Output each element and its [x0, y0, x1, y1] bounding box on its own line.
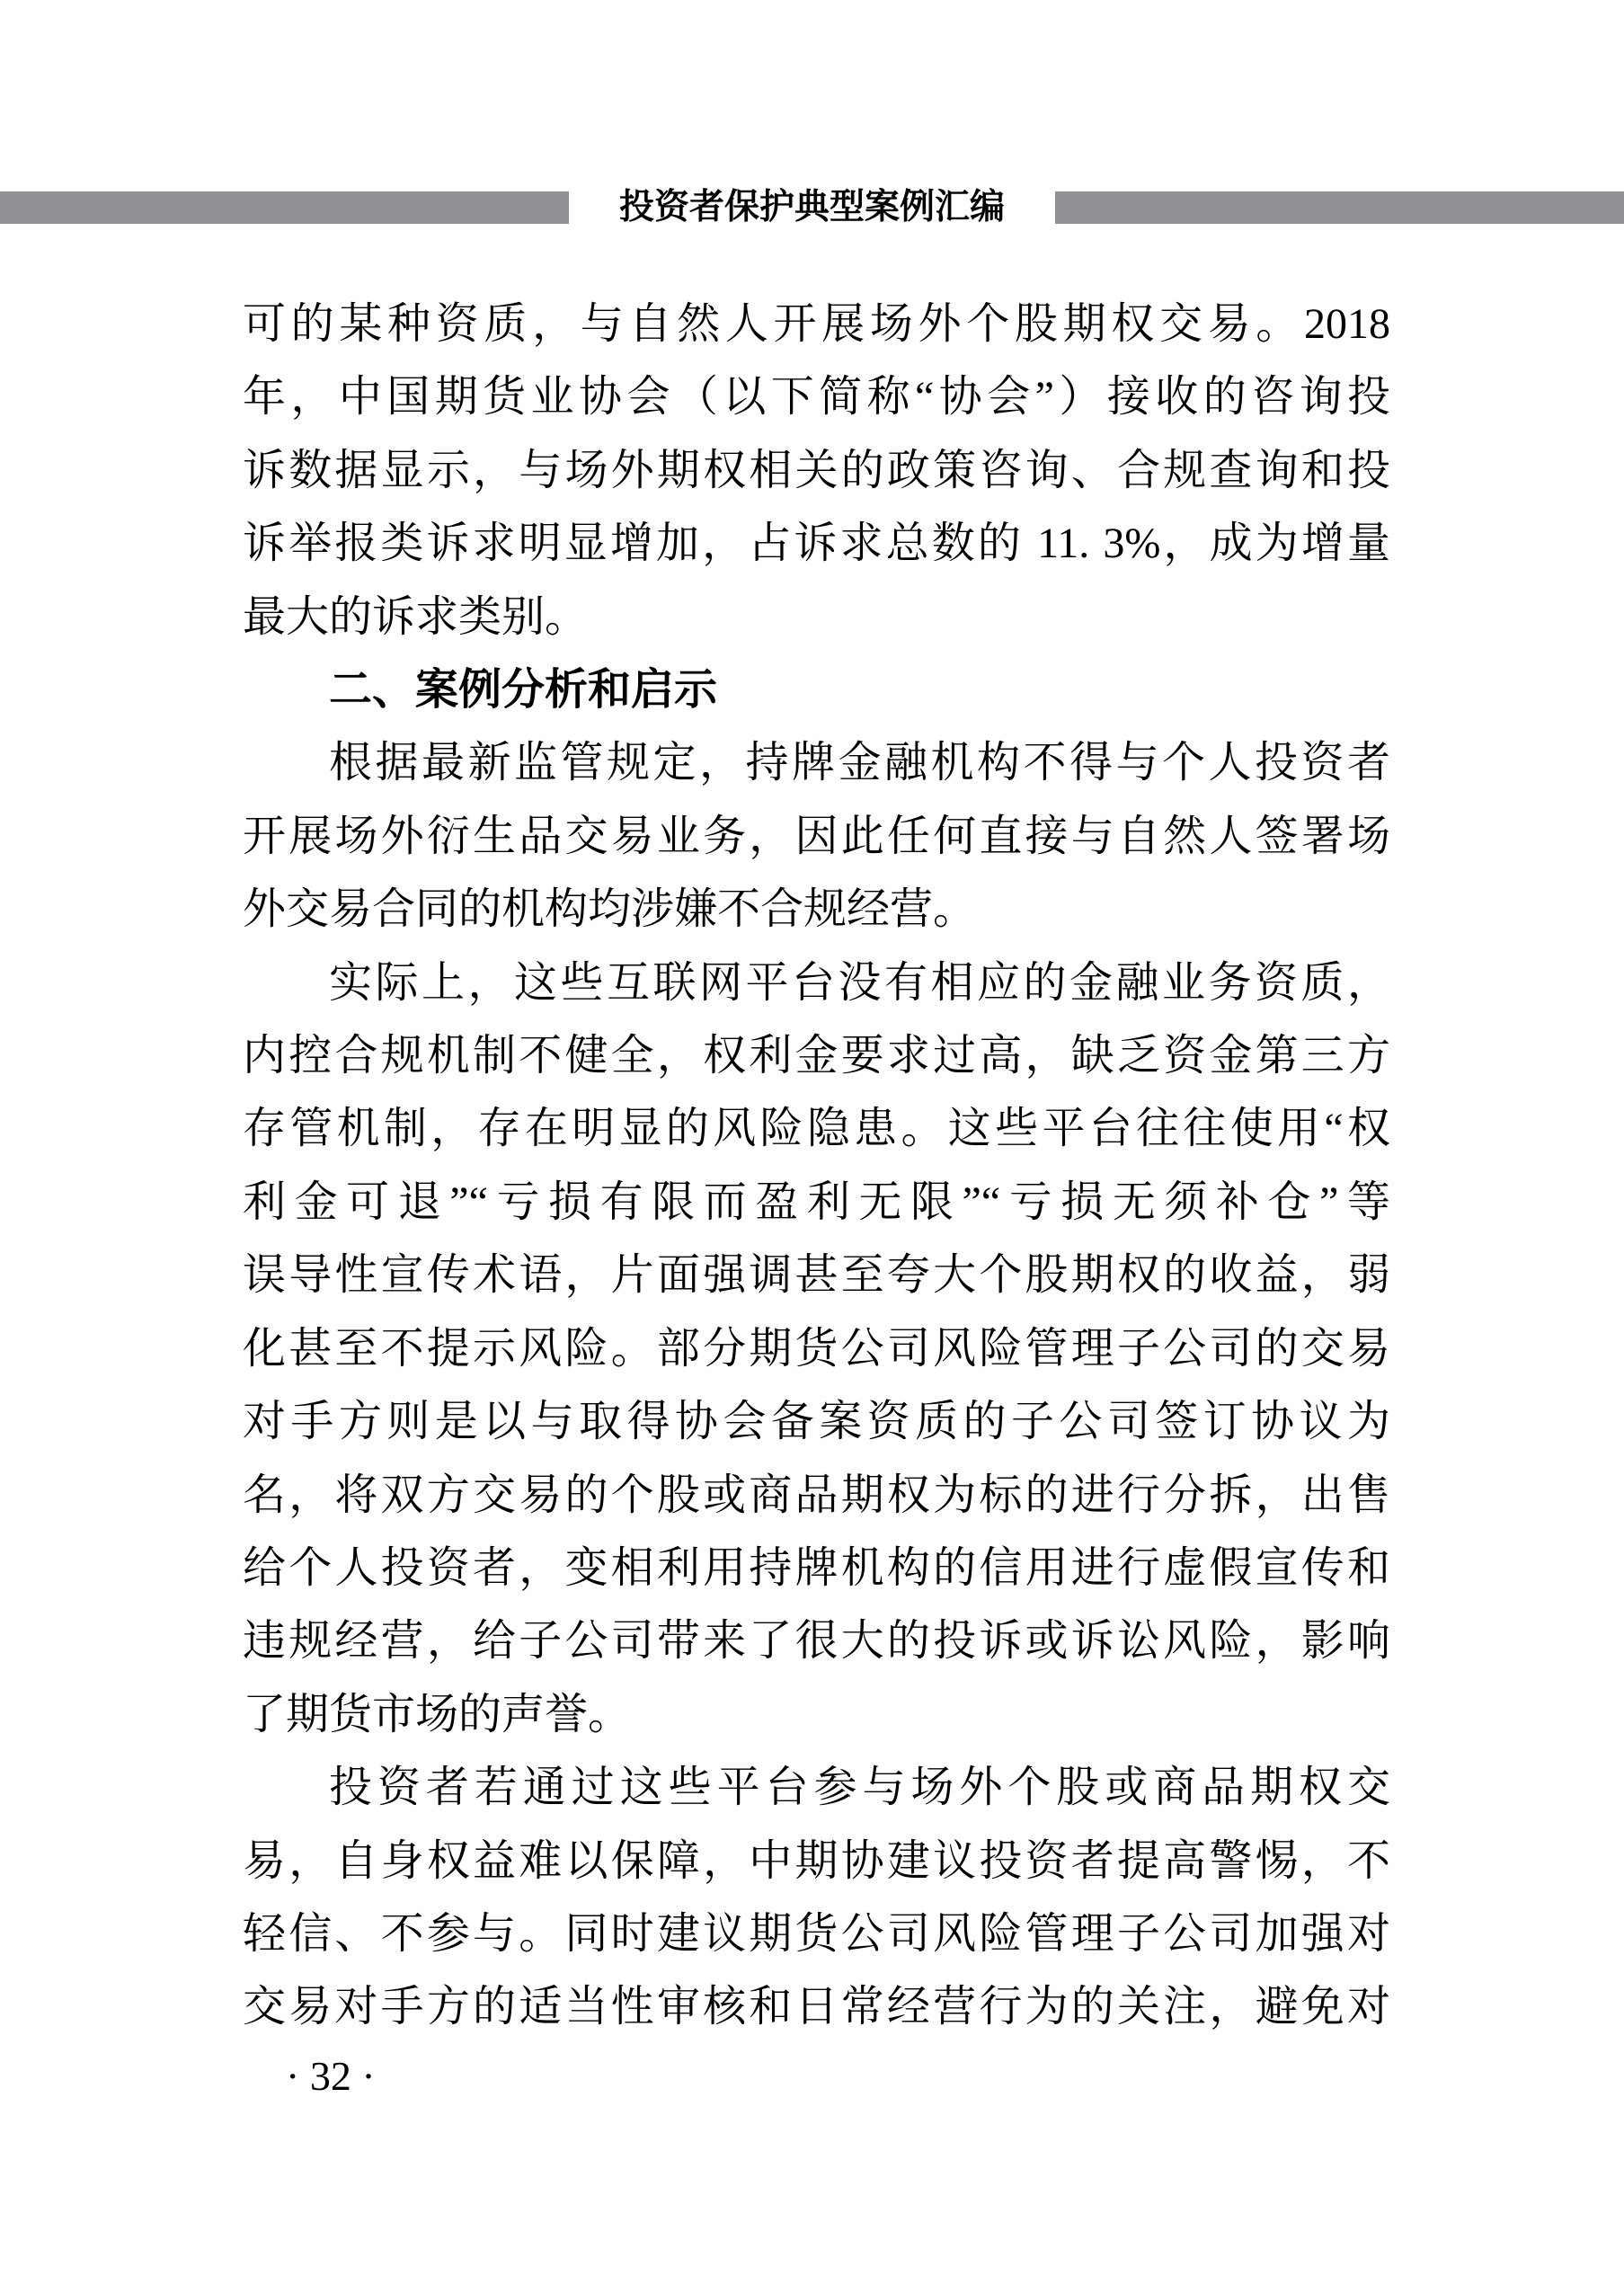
- text-line: 可的某种资质，与自然人开展场外个股期权交易。2018: [243, 300, 1390, 348]
- running-header: [0, 188, 1624, 227]
- text-line: 了期货市场的声誉。: [243, 1690, 632, 1738]
- text-line: 根据最新监管规定，持牌金融机构不得与个人投资者: [329, 739, 1390, 787]
- text-line: 内控合规机制不健全，权利金要求过高，缺乏资金第三方: [243, 1032, 1390, 1080]
- text-line: 化甚至不提示风险。部分期货公司风险管理子公司的交易: [243, 1324, 1390, 1373]
- text-line: 易，自身权益难以保障，中期协建议投资者提高警惕，不: [243, 1836, 1390, 1885]
- header-bar-left: [0, 191, 569, 224]
- text-line: 诉举报类诉求明显增加，占诉求总数的 11. 3%，成为增量: [243, 520, 1390, 568]
- text-line: 投资者若通过这些平台参与场外个股或商品期权交: [329, 1764, 1390, 1812]
- text-line: 外交易合同的机构均涉嫌不合规经营。: [243, 885, 977, 934]
- text-line: 实际上，这些互联网平台没有相应的金融业务资质，: [329, 958, 1390, 1007]
- text-line: 诉数据显示，与场外期权相关的政策咨询、合规查询和投: [243, 446, 1390, 494]
- text-line: 最大的诉求类别。: [243, 592, 589, 641]
- text-line: 违规经营，给子公司带来了很大的投诉或诉讼风险，影响: [243, 1617, 1390, 1666]
- text-line: 存管机制，存在明显的风险隐患。这些平台往往使用“权: [243, 1105, 1390, 1153]
- text-line: 利金可退”“亏损有限而盈利无限”“亏损无须补仓”等: [243, 1178, 1390, 1226]
- text-line: 轻信、不参与。同时建议期货公司风险管理子公司加强对: [243, 1909, 1390, 1958]
- header-bar-right: [1055, 191, 1624, 224]
- section-heading: 二、案例分析和启示: [329, 666, 718, 715]
- body-text: [243, 288, 1390, 2044]
- text-line: 对手方则是以与取得协会备案资质的子公司签订协议为: [243, 1398, 1390, 1446]
- page-number: · 32 ·: [286, 2053, 376, 2099]
- header-title: 投资者保护典型案例汇编: [619, 188, 1006, 227]
- text-line: 给个人投资者，变相利用持牌机构的信用进行虚假宣传和: [243, 1543, 1390, 1592]
- text-line: 开展场外衍生品交易业务，因此任何直接与自然人签署场: [243, 812, 1390, 860]
- text-line: 名，将双方交易的个股或商品期权为标的进行分拆，出售: [243, 1471, 1390, 1519]
- text-line: 年，中国期货业协会（以下简称“协会”）接收的咨询投: [243, 373, 1390, 422]
- text-line: 误导性宣传术语，片面强调甚至夸大个股期权的收益，弱: [243, 1251, 1390, 1300]
- text-line: 交易对手方的适当性审核和日常经营行为的关注，避免对: [243, 1983, 1390, 2031]
